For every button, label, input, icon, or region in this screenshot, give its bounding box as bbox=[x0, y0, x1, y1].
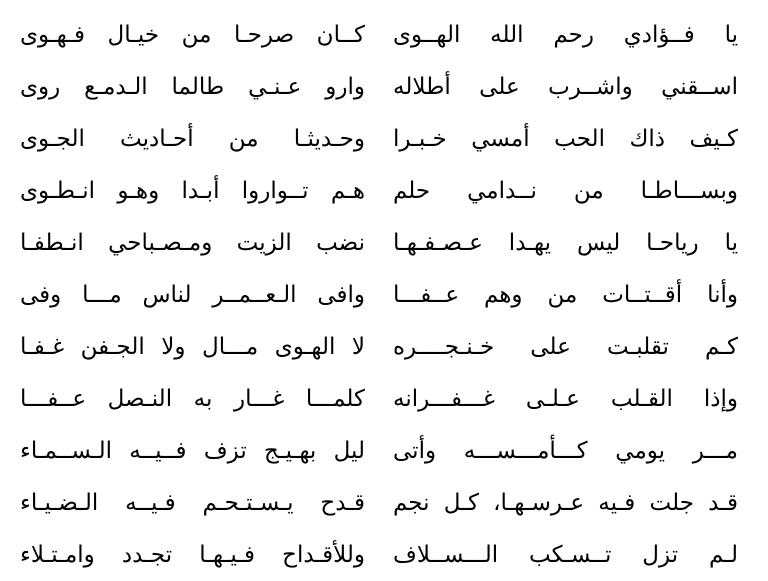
verse-9 bbox=[0, 425, 768, 477]
hemistich-text: لا الهـوى مـــال ولا الجـفن غـفـا bbox=[20, 334, 365, 360]
verse-7 bbox=[0, 321, 768, 373]
first-hemistich bbox=[393, 217, 738, 269]
first-hemistich bbox=[393, 373, 738, 425]
second-hemistich bbox=[20, 477, 365, 529]
hemistich-text: كـيف ذاك الحب أمسي خـبـرا bbox=[393, 126, 738, 152]
verse-1 bbox=[0, 9, 768, 61]
verse-3 bbox=[0, 113, 768, 165]
hemistich-text: يا رياحـا ليس يهـدا عـصـفـهـا bbox=[393, 230, 738, 256]
verse-5 bbox=[0, 217, 768, 269]
hemistich-text: وارو عـنـي طالما الـدمـع روى bbox=[20, 74, 365, 100]
hemistich-text: كـم تقلبـت على خـنـجــــره bbox=[393, 334, 738, 360]
first-hemistich bbox=[393, 9, 738, 61]
first-hemistich bbox=[393, 165, 738, 217]
verse-8 bbox=[0, 373, 768, 425]
verse-4 bbox=[0, 165, 768, 217]
first-hemistich bbox=[393, 425, 738, 477]
hemistich-text: اســقني واشــرب على أطلاله bbox=[393, 74, 738, 100]
hemistich-text: يا فــؤادي رحم الله الهــوى bbox=[393, 22, 738, 48]
hemistich-text: كلمـــا غـــار به النـصل عــفـــا bbox=[20, 386, 365, 412]
first-hemistich bbox=[393, 529, 738, 581]
second-hemistich bbox=[20, 269, 365, 321]
hemistich-text: كــان صرحـا من خيـال فـهـوى bbox=[20, 22, 365, 48]
hemistich-text: لـم تزل تــسـكب الـــســلاف bbox=[393, 542, 738, 568]
hemistich-text: ليل بهـيـج تزف فــيــه الـســمـاء bbox=[20, 438, 365, 464]
first-hemistich bbox=[393, 61, 738, 113]
second-hemistich bbox=[20, 217, 365, 269]
second-hemistich bbox=[20, 165, 365, 217]
poem bbox=[0, 9, 768, 569]
hemistich-text: مـــر يومي كـــأمـــســـه وأتى bbox=[393, 438, 738, 464]
hemistich-text: وبســـاطـا من نــدامي حلم bbox=[393, 178, 738, 204]
hemistich-text: وإذا القـلب عـلـى غـــفـــرانه bbox=[393, 386, 738, 412]
second-hemistich bbox=[20, 373, 365, 425]
hemistich-text: هـم تــواروا أبـدا وهـو انـطـوى bbox=[20, 178, 365, 204]
second-hemistich bbox=[20, 529, 365, 581]
first-hemistich bbox=[393, 477, 738, 529]
hemistich-text: وأنا أقــتــات من وهم عــفـــا bbox=[393, 282, 738, 308]
second-hemistich bbox=[20, 9, 365, 61]
second-hemistich bbox=[20, 113, 365, 165]
hemistich-text: قـدح يـسـتـحـم فـيــه الـضـيـاء bbox=[20, 490, 365, 516]
first-hemistich bbox=[393, 269, 738, 321]
second-hemistich bbox=[20, 425, 365, 477]
hemistich-text: نضب الزيت ومـصـباحي انـطفـا bbox=[20, 230, 365, 256]
second-hemistich bbox=[20, 61, 365, 113]
hemistich-text: وافى الـعــمــر لناس مـــا وفى bbox=[20, 282, 365, 308]
verse-10 bbox=[0, 477, 768, 529]
verse-2 bbox=[0, 61, 768, 113]
verse-11 bbox=[0, 529, 768, 581]
hemistich-text: وحـديثـا من أحـاديث الجـوى bbox=[20, 126, 365, 152]
hemistich-text: وللأقـداح فـيـهـا تجـدد وامـتـلاء bbox=[20, 542, 365, 568]
first-hemistich bbox=[393, 113, 738, 165]
second-hemistich bbox=[20, 321, 365, 373]
first-hemistich bbox=[393, 321, 738, 373]
hemistich-text: قـد جلت فـيه عـرسـهـا، كـل نجم bbox=[393, 490, 738, 516]
verse-6 bbox=[0, 269, 768, 321]
